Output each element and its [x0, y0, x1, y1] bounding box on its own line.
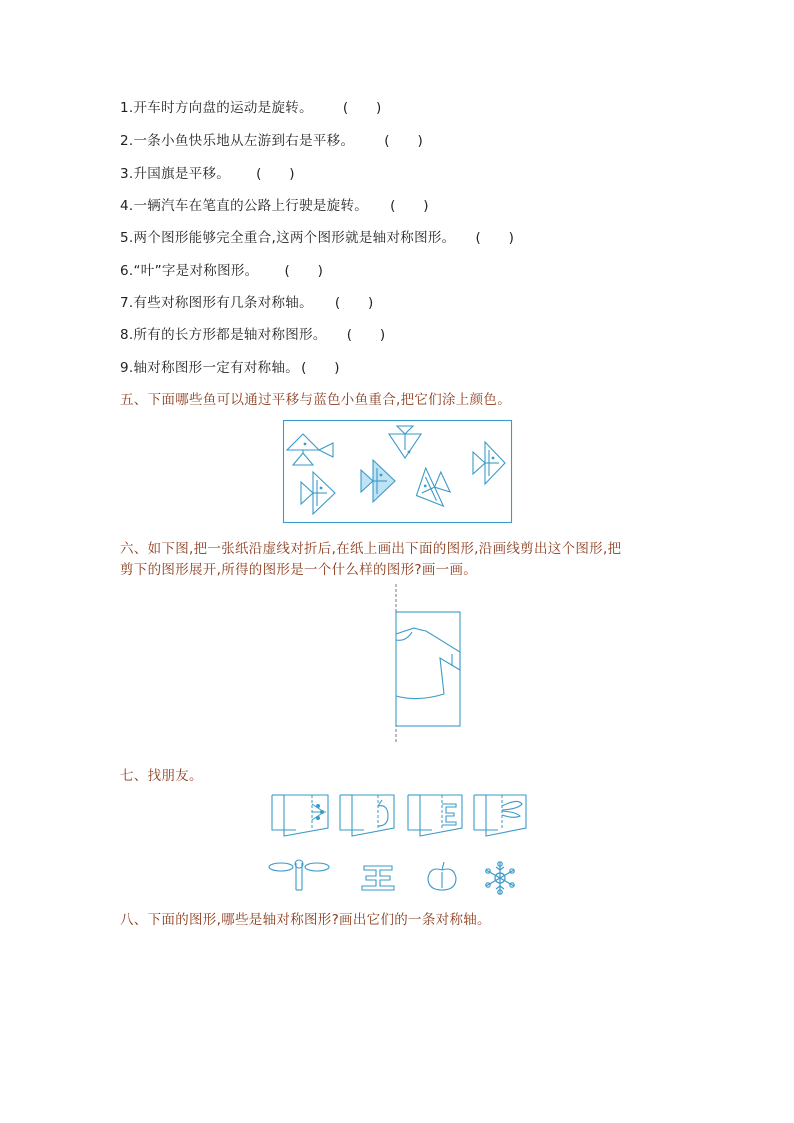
- dragonfly-shape[interactable]: [269, 860, 329, 890]
- blue-reference-fish: [361, 460, 395, 502]
- full-shapes-row: [268, 858, 528, 898]
- judgement-item-5: [120, 226, 514, 246]
- folded-card-1[interactable]: [272, 795, 328, 836]
- judgement-item-1: [120, 96, 382, 116]
- paper-outline: [396, 612, 460, 726]
- section-7-title: 七、找朋友。: [120, 768, 203, 784]
- folded-card-3[interactable]: [408, 795, 462, 836]
- question-text: 4.一辆汽车在笔直的公路上行驶是旋转。: [120, 198, 369, 214]
- judgement-item-6: [120, 259, 323, 279]
- apple-shape[interactable]: [428, 862, 456, 890]
- fish-shape-5[interactable]: [473, 442, 505, 484]
- question-text: 5.两个图形能够完全重合,这两个图形就是轴对称图形。: [120, 230, 456, 246]
- question-text: 9.轴对称图形一定有对称轴。: [120, 360, 300, 376]
- judgement-item-2: [120, 129, 423, 149]
- judgement-item-9: [120, 356, 340, 376]
- answer-blank[interactable]: ( ): [284, 263, 324, 279]
- answer-blank[interactable]: ( ): [346, 327, 386, 343]
- judgement-item-4: [120, 194, 429, 214]
- section-8-title: 八、下面的图形,哪些是轴对称图形?画出它们的一条对称轴。: [120, 912, 491, 928]
- question-text: 6.“叶”字是对称图形。: [120, 263, 259, 279]
- answer-blank[interactable]: ( ): [301, 360, 340, 376]
- folded-paper-figure: [390, 584, 480, 746]
- answer-blank[interactable]: ( ): [390, 198, 429, 214]
- question-text: 8.所有的长方形都是轴对称图形。: [120, 327, 327, 343]
- judgement-item-7: [120, 291, 374, 311]
- answer-blank[interactable]: ( ): [384, 133, 424, 149]
- question-text: 3.升国旗是平移。: [120, 166, 231, 182]
- answer-blank[interactable]: ( ): [334, 295, 374, 311]
- fish-shape-4[interactable]: [408, 463, 455, 515]
- figure-frame: [284, 421, 512, 523]
- fish-shape-1[interactable]: [287, 434, 333, 465]
- question-text: 2.一条小鱼快乐地从左游到右是平移。: [120, 133, 355, 149]
- folded-cards-row: [270, 792, 540, 842]
- judgement-item-8: [120, 323, 385, 343]
- question-text: 1.开车时方向盘的运动是旋转。: [120, 100, 313, 116]
- wang-character-shape[interactable]: [362, 866, 394, 890]
- answer-blank[interactable]: ( ): [475, 230, 515, 246]
- folded-card-2[interactable]: [340, 795, 394, 836]
- judgement-item-3: [120, 162, 295, 182]
- folded-card-4[interactable]: [474, 795, 526, 836]
- answer-blank[interactable]: ( ): [256, 166, 295, 182]
- question-text: 7.有些对称图形有几条对称轴。: [120, 295, 313, 311]
- snowflake-shape[interactable]: [486, 862, 514, 894]
- section-5-title: 五、下面哪些鱼可以通过平移与蓝色小鱼重合,把它们涂上颜色。: [120, 392, 511, 408]
- fish-shape-2[interactable]: [301, 472, 335, 514]
- section-6-title-line1: 六、如下图,把一张纸沿虚线对折后,在纸上画出下面的图形,沿画线剪出这个图形,把: [120, 541, 622, 557]
- section-6-title-line2: 剪下的图形展开,所得的图形是一个什么样的图形?画一画。: [120, 562, 478, 578]
- fish-translation-figure: [283, 420, 513, 524]
- fish-shape-3[interactable]: [389, 426, 421, 458]
- answer-blank[interactable]: ( ): [342, 100, 382, 116]
